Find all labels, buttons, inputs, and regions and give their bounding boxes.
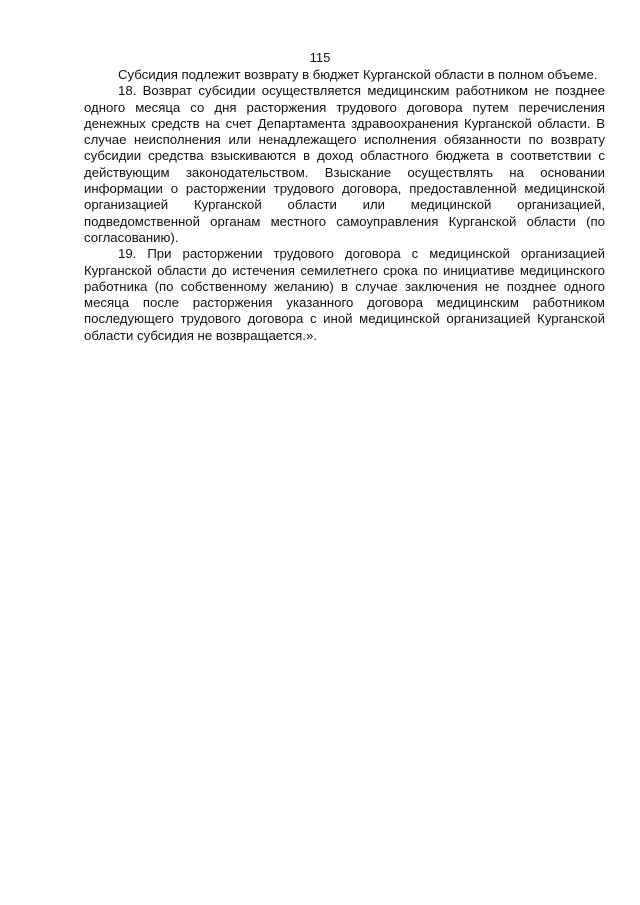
page-number: 115 [309,50,331,65]
paragraph-19: 19. При расторжении трудового договора с медицинской организацией Курганской области до истечения семилетнего срока по инициативе медицинского работника (по собственному желанию) в случае заключения не позднее одного месяца после расторжения указанного договора медицинским работником последующего трудового договора с иной медицинской организацией Курганской области субсидия не возвращается.». [84,246,605,343]
document-body [84,67,605,344]
paragraph-subsidy-return: Субсидия подлежит возврату в бюджет Курганской области в полном объеме. [118,67,598,82]
paragraph-18: 18. Возврат субсидии осуществляется медицинским работником не позднее одного месяца со дня расторжения трудового договора путем перечисления денежных средств на счет Департамента здравоохранения Курганской области. В случае неисполнения или ненадлежащего исполнения обязанности по возврату субсидии средства взыскиваются в доход областного бюджета в соответствии с действующим законодательством. Взыскание осуществлять на основании информации о расторжении трудового договора, предоставленной медицинской организацией Курганской области или медицинской организацией, подведомственной органам местного самоуправления Курганской области (по согласованию). [84,83,605,245]
